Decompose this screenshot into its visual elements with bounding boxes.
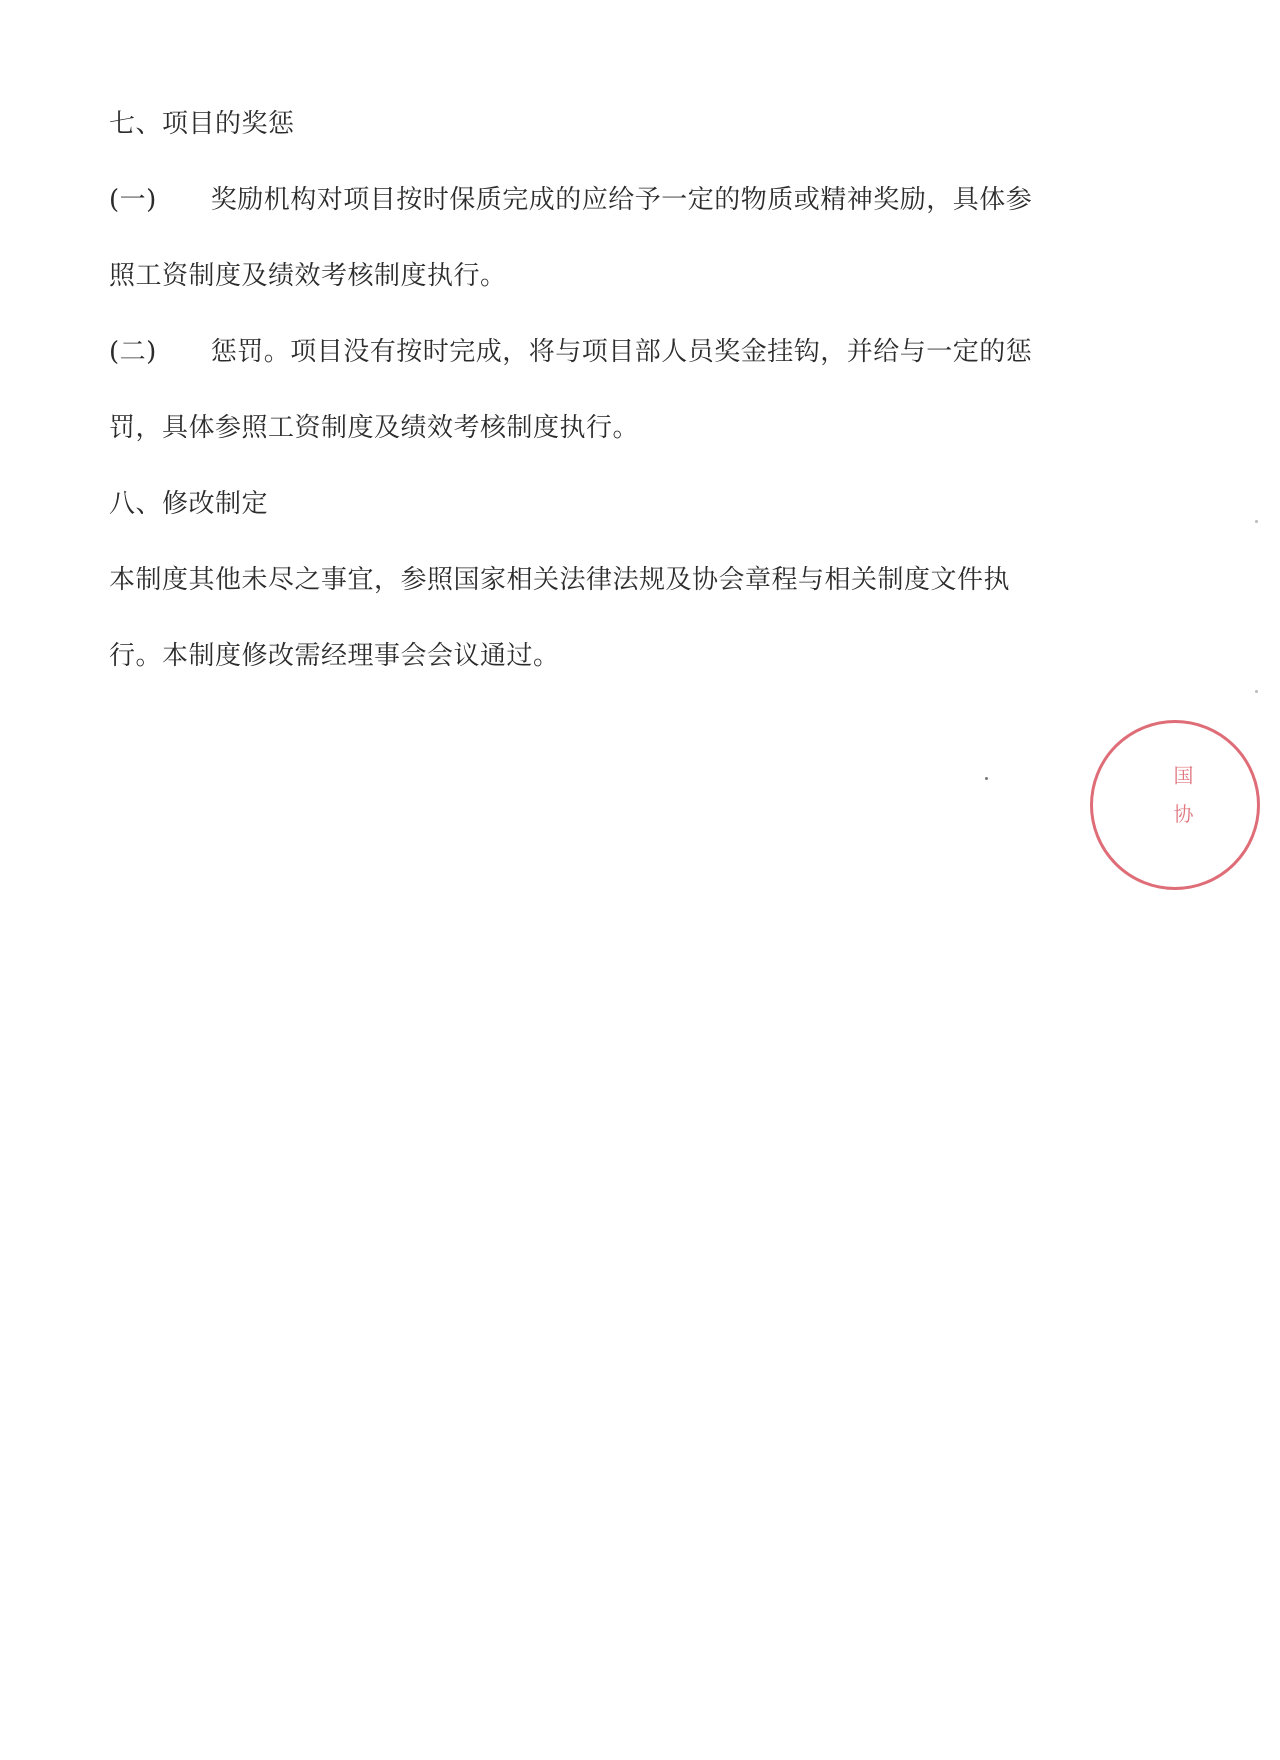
paragraph-penalty-text-1: 惩罚。项目没有按时完成，将与项目部人员奖金挂钩，并给与一定的惩 (210, 337, 1033, 367)
paragraph-reward-continued: 照工资制度及绩效考核制度执行。 (109, 261, 507, 291)
paragraph-reward-text-1: 奖励机构对项目按时保质完成的应给予一定的物质或精神奖励，具体参 (210, 185, 1033, 215)
section-heading-amendment: 八、修改制定 (109, 489, 269, 519)
section-heading-rewards-penalties: 七、项目的奖惩 (109, 109, 295, 139)
paragraph-penalty (109, 334, 1032, 370)
item-marker-1: (一) (109, 185, 157, 215)
paragraph-amendment: 本制度其他未尽之事宜，参照国家相关法律法规及协会章程与相关制度文件执 (109, 565, 1011, 595)
scan-speck (985, 777, 988, 780)
scan-speck (1255, 690, 1258, 693)
official-seal-stamp (1090, 720, 1270, 900)
scan-speck (1255, 520, 1258, 523)
paragraph-penalty-continued: 罚，具体参照工资制度及绩效考核制度执行。 (109, 413, 640, 443)
paragraph-reward (109, 182, 1032, 218)
paragraph-amendment-continued: 行。本制度修改需经理事会会议通过。 (109, 641, 560, 671)
seal-text: 国 协 (1170, 765, 1194, 830)
item-marker-2: (二) (109, 337, 157, 367)
